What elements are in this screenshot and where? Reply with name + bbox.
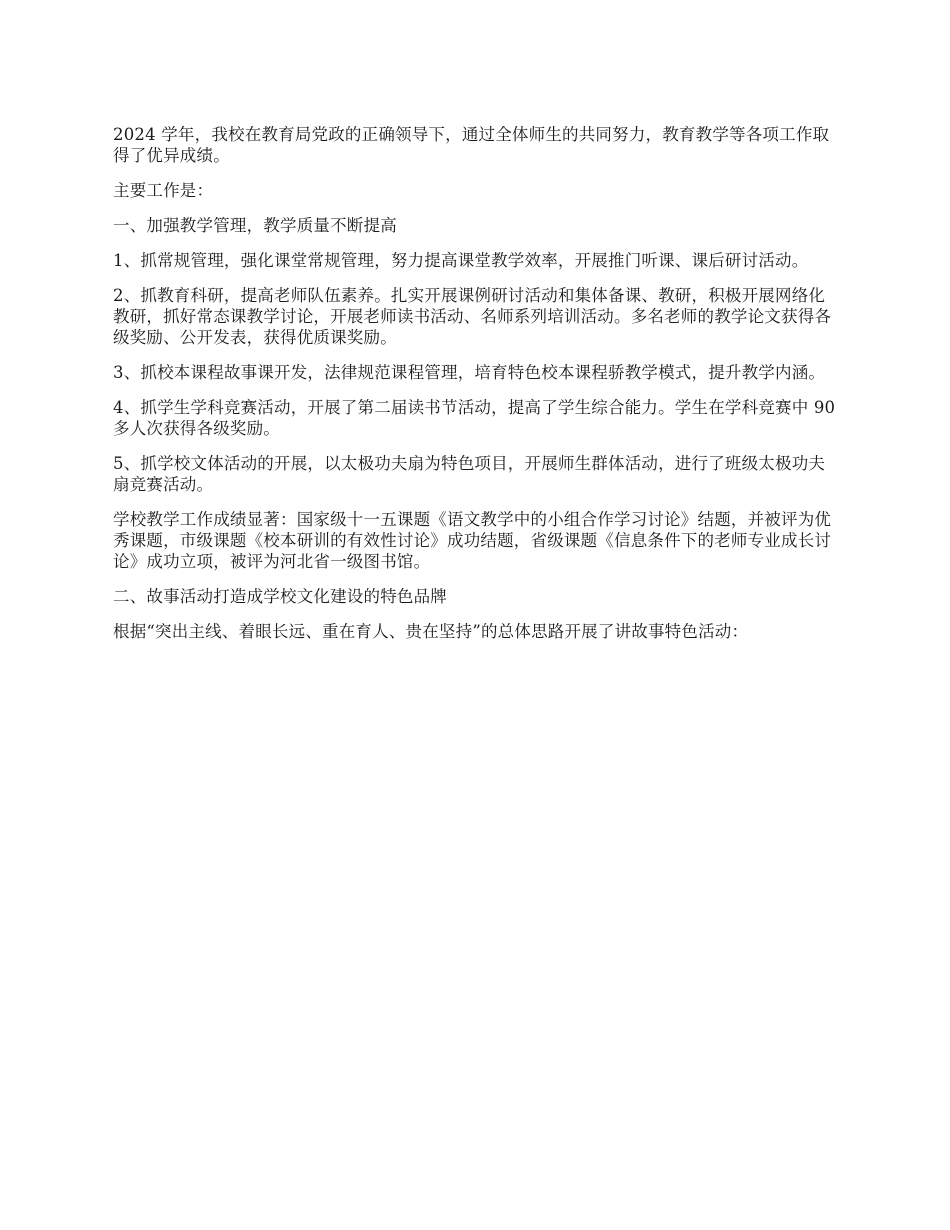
list-item-student-competitions: 4、抓学生学科竞赛活动，开展了第二届读书节活动，提高了学生综合能力。学生在学科竞赛中 90 多人次获得各级奖励。 [113, 398, 836, 438]
list-item-education-research: 2、抓教育科研，提高老师队伍素养。扎实开展课例研讨活动和集体备课、教研，积极开展网络化教研，抓好常态课教学讨论，开展老师读书活动、名师系列培训活动。多名老师的教学论文获得各级奖励、公开发表，获得优质课奖励。 [113, 286, 832, 347]
achievements-paragraph: 学校教学工作成绩显著：国家级十一五课题《语文教学中的小组合作学习讨论》结题，并被评为优秀课题，市级课题《校本研训的有效性讨论》成功结题，省级课题《信息条件下的老师专业成长讨论》成功立项，被评为河北省一级图书馆。 [113, 510, 832, 571]
intro-paragraph: 2024 学年，我校在教育局党政的正确领导下，通过全体师生的共同努力，教育教学等各项工作取得了优异成绩。 [113, 125, 830, 165]
list-item-school-curriculum: 3、抓校本课程故事课开发，法律规范课程管理，培育特色校本课程骄教学模式，提升教学内涵。 [113, 363, 826, 382]
main-work-heading: 主要工作是： [113, 181, 214, 200]
story-activities-paragraph: 根据“突出主线、着眼长远、重在育人、贵在坚持”的总体思路开展了讲故事特色活动： [113, 622, 749, 641]
section-heading-story-activities: 二、故事活动打造成学校文化建设的特色品牌 [113, 587, 447, 606]
section-heading-teaching-management: 一、加强教学管理，教学质量不断提高 [113, 216, 397, 235]
document-body [113, 124, 838, 656]
list-item-sports-activities: 5、抓学校文体活动的开展，以太极功夫扇为特色项目，开展师生群体活动，进行了班级太极功夫扇竞赛活动。 [113, 454, 826, 494]
list-item-routine-management: 1、抓常规管理，强化课堂常规管理，努力提高课堂教学效率，开展推门听课、课后研讨活动。 [113, 251, 809, 270]
